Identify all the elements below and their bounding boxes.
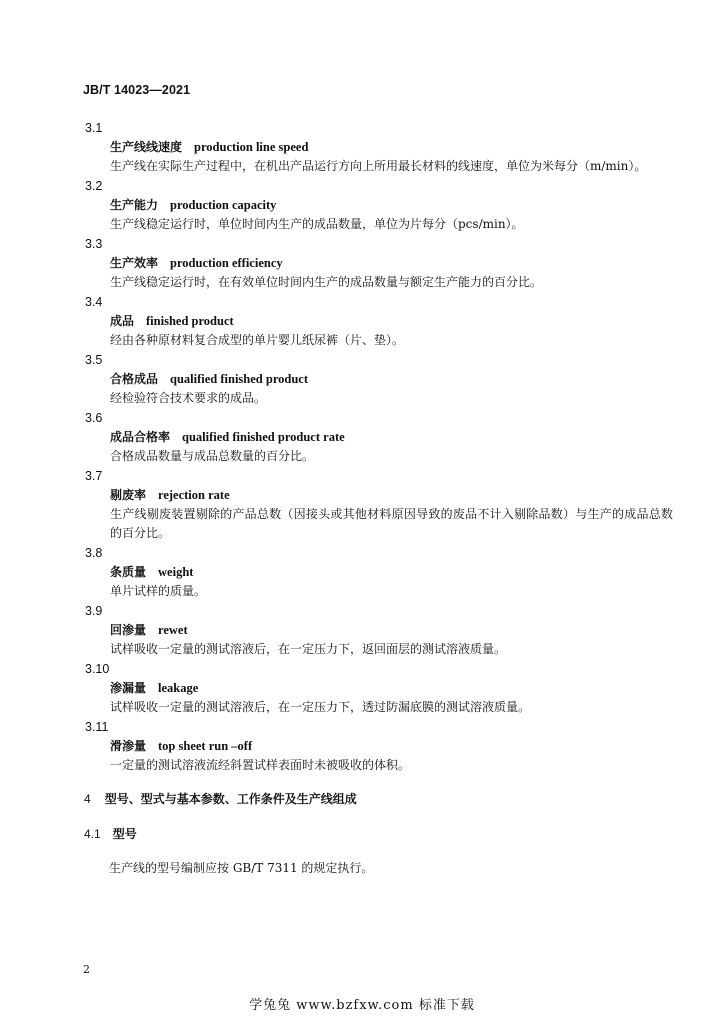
section-title: 型号 bbox=[112, 827, 137, 841]
term-title-cn: 生产线线速度 bbox=[110, 140, 183, 154]
term-3-6 bbox=[83, 408, 673, 466]
term-title-cn: 条质量 bbox=[110, 565, 147, 579]
term-number: 3.6 bbox=[85, 411, 103, 425]
term-definition: 试样吸收一定量的测试溶液后，在一定压力下，返回面层的测试溶液质量。 bbox=[110, 642, 507, 656]
term-definition: 经检验符合技术要求的成品。 bbox=[110, 391, 267, 405]
term-title-en: finished product bbox=[146, 314, 234, 328]
term-title-en: rejection rate bbox=[158, 488, 230, 502]
term-title bbox=[110, 737, 673, 756]
term-title-en: qualified finished product rate bbox=[182, 430, 345, 444]
term-definition: 经由各种原材料复合成型的单片婴儿纸尿裤（片、垫）。 bbox=[110, 333, 405, 347]
term-title-en: top sheet run –off bbox=[158, 739, 253, 753]
term-definition: 生产线稳定运行时，在有效单位时间内生产的成品数量与额定生产能力的百分比。 bbox=[110, 275, 543, 289]
term-title bbox=[110, 621, 673, 640]
term-3-7 bbox=[83, 466, 673, 543]
section-4-heading bbox=[84, 790, 357, 807]
term-number: 3.4 bbox=[85, 295, 103, 309]
term-title-en: production efficiency bbox=[170, 256, 283, 270]
page-number: 2 bbox=[83, 963, 90, 976]
term-3-9 bbox=[83, 601, 673, 659]
term-title-cn: 渗漏量 bbox=[110, 681, 147, 695]
term-number: 3.9 bbox=[85, 604, 103, 618]
term-title-en: leakage bbox=[158, 681, 199, 695]
term-title bbox=[110, 428, 673, 447]
term-definition: 生产线在实际生产过程中，在机出产品运行方向上所用最长材料的线速度，单位为米每分（m/min）。 bbox=[110, 159, 647, 173]
term-3-2 bbox=[83, 176, 673, 234]
term-title bbox=[110, 370, 673, 389]
term-title-cn: 成品 bbox=[110, 314, 135, 328]
term-title-en: qualified finished product bbox=[170, 372, 309, 386]
term-title-cn: 成品合格率 bbox=[110, 430, 171, 444]
section-title: 型号、型式与基本参数、工作条件及生产线组成 bbox=[104, 792, 357, 806]
term-number: 3.2 bbox=[85, 179, 103, 193]
term-title bbox=[110, 563, 673, 582]
document-id: JB/T 14023—2021 bbox=[83, 83, 191, 97]
term-definition: 生产线剔废装置剔除的产品总数（因接头或其他材料原因导致的废品不计入剔除品数）与生产的成品总数的百分比。 bbox=[110, 507, 673, 540]
term-title-en: production capacity bbox=[170, 198, 277, 212]
term-title-cn: 回渗量 bbox=[110, 623, 147, 637]
term-number: 3.10 bbox=[85, 662, 110, 676]
term-title bbox=[110, 196, 673, 215]
term-number: 3.8 bbox=[85, 546, 103, 560]
term-title bbox=[110, 312, 673, 331]
term-title-cn: 合格成品 bbox=[110, 372, 159, 386]
section-number: 4.1 bbox=[84, 827, 101, 841]
section-4-1-body: 生产线的型号编制应按 GB/T 7311 的规定执行。 bbox=[109, 861, 374, 875]
term-number: 3.7 bbox=[85, 469, 103, 483]
term-definition: 单片试样的质量。 bbox=[110, 584, 207, 598]
footer-watermark: 学兔兔 www.bzfxw.com 标准下载 bbox=[249, 998, 475, 1013]
term-title-en: production line speed bbox=[194, 140, 309, 154]
term-3-3 bbox=[83, 234, 673, 292]
term-number: 3.11 bbox=[85, 720, 109, 734]
term-title-cn: 滑渗量 bbox=[110, 739, 147, 753]
term-title bbox=[110, 486, 673, 505]
section-4-1-heading bbox=[84, 825, 137, 842]
term-definition: 试样吸收一定量的测试溶液后，在一定压力下，透过防漏底膜的测试溶液质量。 bbox=[110, 700, 531, 714]
term-number: 3.5 bbox=[85, 353, 103, 367]
term-title-cn: 生产能力 bbox=[110, 198, 159, 212]
term-definition: 合格成品数量与成品总数量的百分比。 bbox=[110, 449, 315, 463]
term-3-11 bbox=[83, 717, 673, 775]
term-title-cn: 剔废率 bbox=[110, 488, 147, 502]
term-title bbox=[110, 138, 673, 157]
term-3-5 bbox=[83, 350, 673, 408]
term-title-en: weight bbox=[158, 565, 194, 579]
term-title-en: rewet bbox=[158, 623, 188, 637]
term-definition: 一定量的测试溶液流经斜置试样表面时未被吸收的体积。 bbox=[110, 758, 411, 772]
term-3-4 bbox=[83, 292, 673, 350]
term-title bbox=[110, 254, 673, 273]
term-3-1 bbox=[83, 118, 673, 176]
term-title bbox=[110, 679, 673, 698]
term-number: 3.3 bbox=[85, 237, 103, 251]
term-title-cn: 生产效率 bbox=[110, 256, 159, 270]
term-3-10 bbox=[83, 659, 673, 717]
terms-list bbox=[83, 118, 673, 775]
section-number: 4 bbox=[84, 792, 91, 806]
term-3-8 bbox=[83, 543, 673, 601]
term-definition: 生产线稳定运行时，单位时间内生产的成品数量，单位为片每分（pcs/min）。 bbox=[110, 217, 524, 231]
term-number: 3.1 bbox=[85, 121, 103, 135]
